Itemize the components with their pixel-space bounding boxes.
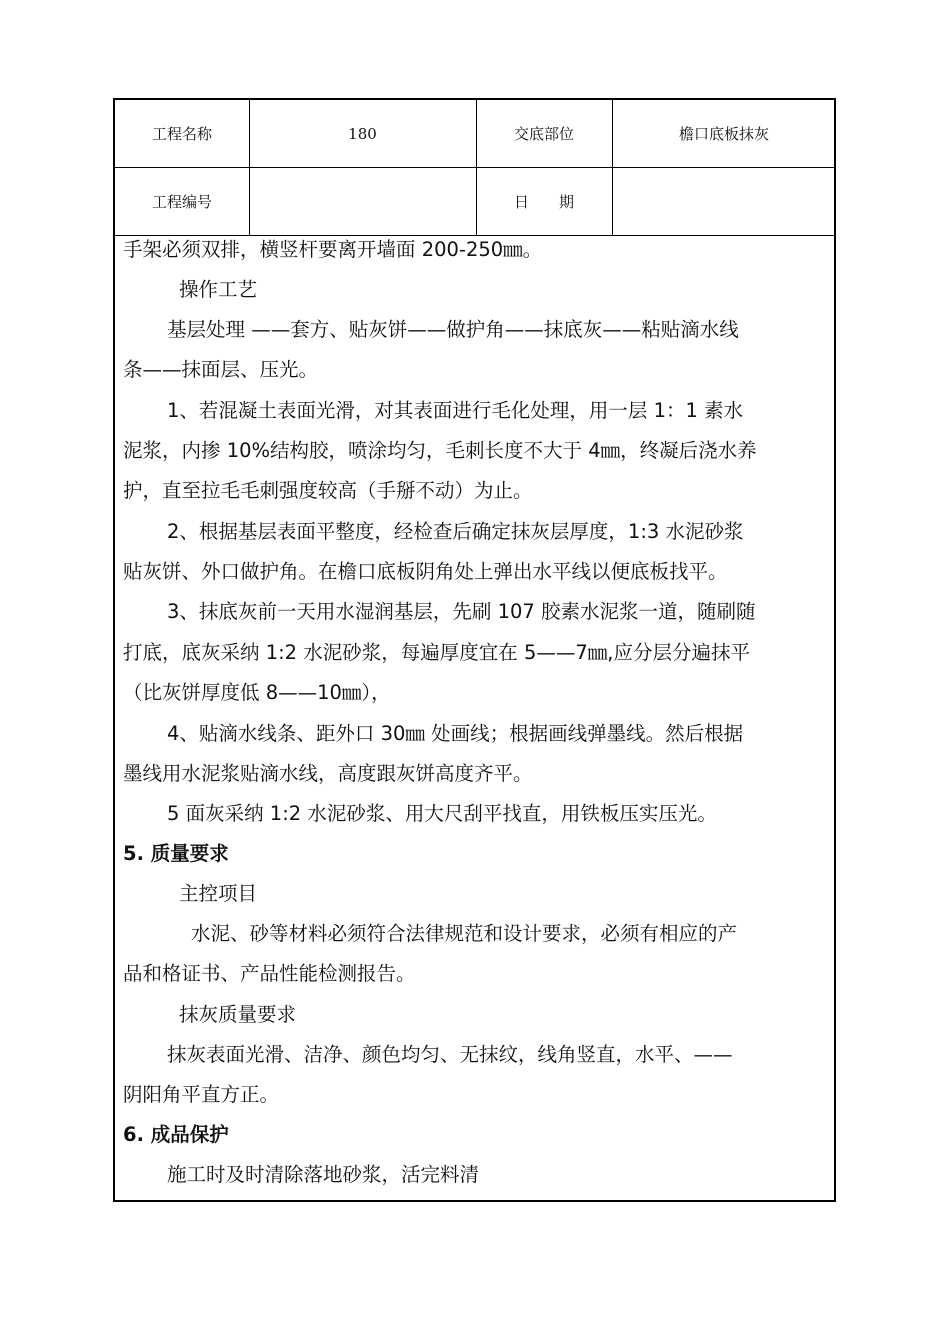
section-subheading: 操作工艺 [179, 278, 258, 301]
header-row-2 [115, 168, 834, 236]
disclosure-form [113, 98, 836, 1202]
header-row-1 [115, 100, 834, 168]
text-line: 打底，底灰采纳 1:2 水泥砂浆，每遍厚度宜在 5——7㎜,应分层分遍抹平 [123, 641, 750, 664]
text-line: 抹灰表面光滑、洁净、颜色均匀、无抹纹，线角竖直，水平、—— [167, 1043, 733, 1066]
section-heading: 5. 质量要求 [123, 842, 229, 865]
text-line: （比灰饼厚度低 8——10㎜）， [123, 681, 391, 704]
text-line: 条——抹面层、压光。 [123, 358, 319, 381]
project-name-value: 180 [348, 124, 377, 143]
section-subheading: 抹灰质量要求 [179, 1003, 297, 1026]
section-heading: 6. 成品保护 [123, 1123, 229, 1146]
project-no-label: 工程编号 [151, 193, 212, 211]
text-line: 手架必须双排，横竖杆要离开墙面 200-250㎜。 [123, 238, 543, 261]
column-divider [476, 100, 477, 236]
text-line: 基层处理 ——套方、贴灰饼——做护角——抹底灰——粘贴滴水线 [167, 318, 739, 341]
text-line: 1、若混凝土表面光滑，对其表面进行毛化处理，用一层 1：1 素水 [167, 399, 744, 422]
text-line: 5 面灰采纳 1:2 水泥砂浆、用大尺刮平找直，用铁板压实压光。 [167, 802, 717, 825]
column-divider [612, 100, 613, 236]
column-divider [249, 100, 250, 236]
text-line: 4、贴滴水线条、距外口 30㎜ 处画线；根据画线弹墨线。然后根据 [167, 722, 744, 745]
text-line: 施工时及时清除落地砂浆，活完料清 [167, 1163, 480, 1186]
project-no-value [249, 168, 476, 235]
text-line: 墨线用水泥浆贴滴水线，高度跟灰饼高度齐平。 [123, 762, 533, 785]
disclosure-part-value: 檐口底板抹灰 [678, 125, 769, 143]
text-line: 阴阳角平直方正。 [123, 1083, 280, 1106]
date-value [612, 168, 836, 235]
date-label-text: 日期 [513, 193, 604, 211]
text-line: 2、根据基层表面平整度，经检查后确定抹灰层厚度，1:3 水泥砂浆 [167, 520, 744, 543]
text-line: 品和格证书、产品性能检测报告。 [123, 962, 416, 985]
date-label [476, 168, 612, 235]
section-subheading: 主控项目 [179, 882, 258, 905]
disclosure-part-label: 交底部位 [513, 125, 574, 143]
text-line: 护，直至拉毛毛刺强度较高（手掰不动）为止。 [123, 479, 533, 502]
project-name-label: 工程名称 [151, 125, 212, 143]
text-line: 水泥、砂等材料必须符合法律规范和设计要求，必须有相应的产 [191, 922, 738, 945]
text-line: 贴灰饼、外口做护角。在檐口底板阴角处上弹出水平线以便底板找平。 [123, 560, 728, 583]
text-line: 泥浆，内掺 10%结构胶，喷涂均匀，毛刺长度不大于 4㎜，终凝后浇水养 [123, 439, 757, 462]
text-line: 3、抹底灰前一天用水湿润基层，先刷 107 胶素水泥浆一道，随刷随 [167, 600, 756, 623]
